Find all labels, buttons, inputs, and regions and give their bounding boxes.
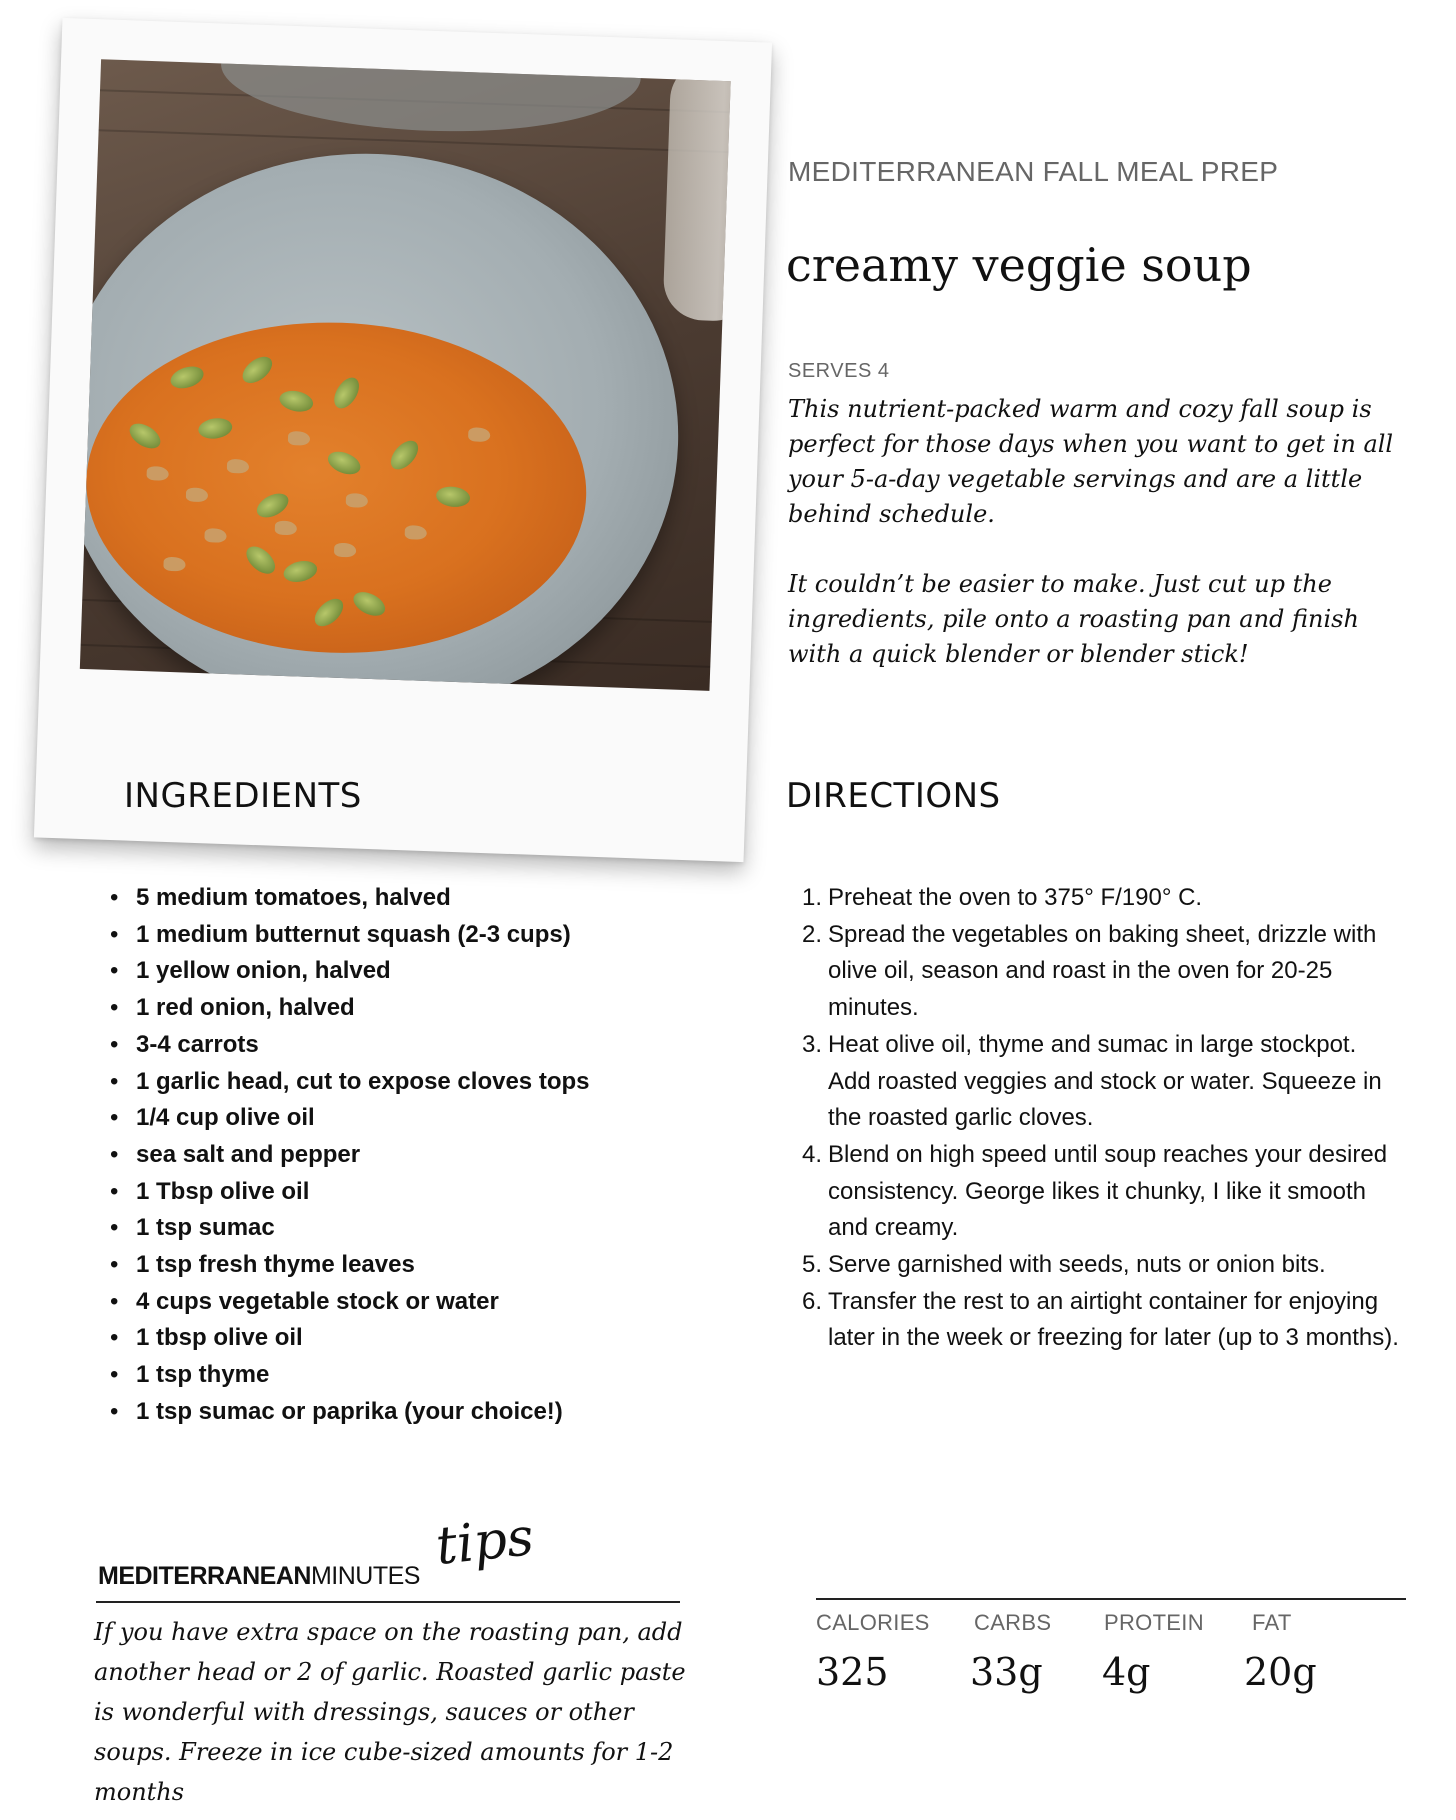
- step-text: Preheat the oven to 375° F/190° C.: [828, 884, 1203, 911]
- ingredient-item: • 1 Tbsp olive oil: [106, 1174, 666, 1211]
- category-eyebrow: MEDITERRANEAN FALL MEAL PREP: [788, 156, 1279, 187]
- tips-script-heading: tips: [433, 1507, 537, 1577]
- intro-paragraph-2: It couldn’t be easier to make. Just cut up the ingredients, pile onto a roasting pan and finish with a quick blender or blender stick!: [788, 570, 1359, 668]
- ingredient-item: • 3-4 carrots: [106, 1027, 666, 1064]
- ingredient-item: • 1 yellow onion, halved: [106, 953, 666, 990]
- directions-list: [802, 880, 1402, 1357]
- direction-step: [802, 1284, 1402, 1357]
- step-number: 5.: [802, 1251, 823, 1279]
- ingredient-item: • 1 medium butternut squash (2-3 cups): [106, 917, 666, 954]
- carbs-label: CARBS: [974, 1610, 1052, 1635]
- intro-paragraph-1: This nutrient-packed warm and cozy fall soup is perfect for those days when you want to get in all your 5-a-day vegetable servings and are a little behind schedule.: [788, 395, 1394, 528]
- nutrition-divider: [816, 1598, 1406, 1600]
- fat-value: 20g: [1244, 1650, 1317, 1694]
- direction-step: [802, 1027, 1402, 1137]
- directions-heading: DIRECTIONS: [786, 776, 1001, 816]
- step-text: Transfer the rest to an airtight container for enjoying later in the week or freezing for later (up to 3 months).: [828, 1287, 1399, 1352]
- step-number: 4.: [802, 1140, 823, 1168]
- step-text: Heat olive oil, thyme and sumac in large stockpot. Add roasted veggies and stock or water. Squeeze in the roasted garlic cloves.: [828, 1030, 1382, 1132]
- step-text: Spread the vegetables on baking sheet, drizzle with olive oil, season and roast in the oven for 20-25 minutes.: [828, 920, 1377, 1022]
- direction-step: [802, 880, 1402, 917]
- ingredient-item: • sea salt and pepper: [106, 1137, 666, 1174]
- ingredient-item: • 1 red onion, halved: [106, 990, 666, 1027]
- ingredient-item: • 1 tbsp olive oil: [106, 1320, 666, 1357]
- polaroid-frame: [34, 18, 772, 862]
- step-number: 1.: [802, 884, 823, 911]
- recipe-title: creamy veggie soup: [786, 238, 1252, 292]
- ingredient-item: • 1 tsp sumac or paprika (your choice!): [106, 1394, 666, 1431]
- step-text: Blend on high speed until soup reaches your desired consistency. George likes it chunky, I like it smooth and creamy.: [828, 1140, 1388, 1242]
- carbs-value: 33g: [970, 1650, 1043, 1694]
- brand-logo: MEDITERRANEANMINUTES: [98, 1562, 420, 1590]
- direction-step: [802, 1137, 1402, 1247]
- tips-divider: [96, 1601, 680, 1603]
- ingredient-item: • 5 medium tomatoes, halved: [106, 880, 666, 917]
- recipe-intro: [788, 392, 1408, 707]
- step-text: Serve garnished with seeds, nuts or onion bits.: [828, 1251, 1326, 1279]
- fat-label: FAT: [1252, 1610, 1292, 1635]
- direction-step: [802, 1247, 1402, 1284]
- ingredient-item: • 1 tsp sumac: [106, 1210, 666, 1247]
- protein-label: PROTEIN: [1104, 1610, 1204, 1635]
- serves-label: SERVES 4: [788, 360, 890, 382]
- ingredients-heading: INGREDIENTS: [124, 776, 362, 816]
- calories-label: CALORIES: [816, 1610, 930, 1635]
- ingredient-item: • 1 tsp thyme: [106, 1357, 666, 1394]
- ingredients-list: [106, 880, 666, 1431]
- ingredient-item: • 1 garlic head, cut to expose cloves tops: [106, 1064, 666, 1101]
- ingredient-item: • 1/4 cup olive oil: [106, 1100, 666, 1137]
- step-number: 3.: [802, 1030, 823, 1058]
- tips-text: If you have extra space on the roasting pan, add another head or 2 of garlic. Roasted garlic paste is wonderful with dressings, sauces or other soups. Freeze in ice cube-sized amounts for 1-2 months: [94, 1618, 686, 1806]
- step-number: 6.: [802, 1287, 823, 1315]
- protein-value: 4g: [1102, 1650, 1151, 1694]
- calories-value: 325: [816, 1650, 889, 1694]
- step-number: 2.: [802, 920, 823, 948]
- direction-step: [802, 917, 1402, 1027]
- ingredient-item: • 4 cups vegetable stock or water: [106, 1284, 666, 1321]
- soup-photo: [80, 59, 731, 691]
- ingredient-item: • 1 tsp fresh thyme leaves: [106, 1247, 666, 1284]
